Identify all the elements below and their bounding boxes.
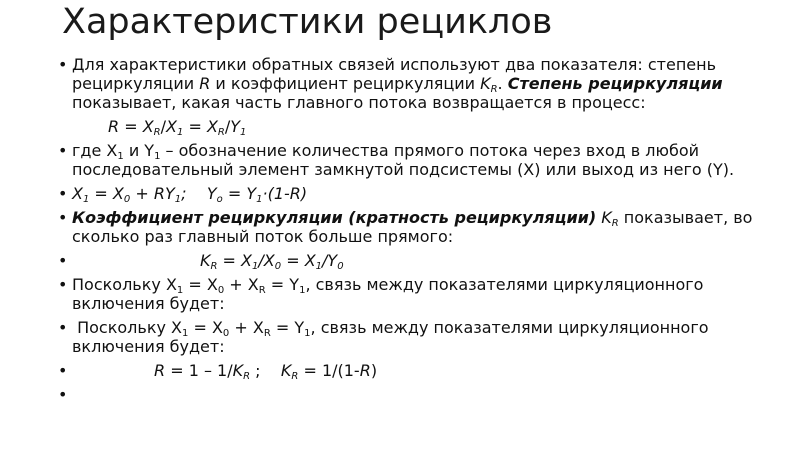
bullet-recycle-ratio: • Коэффициент рециркуляции (кратность рециркуляции) $K_R$ показывает, во сколько раз главный поток больше прямого: — [58, 208, 788, 246]
formula-balance: • $X_1 = X_0 + RY_1$; $Y_o = Y_1\cdot(1-R)$ — [58, 184, 788, 203]
slide-title: Характеристики рециклов — [62, 2, 553, 42]
slide-content — [58, 55, 788, 409]
formula-recycle-ratio: • $K_R = X_1/X_0 = X_1/Y_0$ — [58, 251, 788, 270]
bullet-notation: • где $X_1$ и $Y_1$ – обозначение количества прямого потока через вход в любой последовательный элемент замкнутой подсистемы (X) или выход из него (Y). — [58, 141, 788, 179]
bullet-recycle-intro: • Для характеристики обратных связей используют два показателя: степень рециркуляции R и коэффициент рециркуляции $K_R$. Степень рециркуляции показывает, какая часть главного потока возвращается в процесс: — [58, 55, 788, 112]
formula-relation: • $R = 1 - 1/K_R$ ; $K_R = 1/(1-R)$ — [58, 361, 788, 380]
formula-recycle-degree: $R = X_R/X_1 = X_R/Y_1$ — [108, 117, 247, 138]
bullet-relation: • Поскольку $X_1 = X_0 + X_R = Y_1$, связь между показателями циркуляционного включения будет: — [58, 275, 788, 313]
term-recycle-degree: Степень рециркуляции — [507, 74, 723, 93]
bullet-relation-repeat: • Поскольку $X_1 = X_0 + X_R = Y_1$, связь между показателями циркуляционного включения будет: — [58, 318, 788, 356]
empty-bullet — [58, 385, 788, 404]
term-recycle-ratio: Коэффициент рециркуляции (кратность рециркуляции) — [72, 208, 597, 227]
